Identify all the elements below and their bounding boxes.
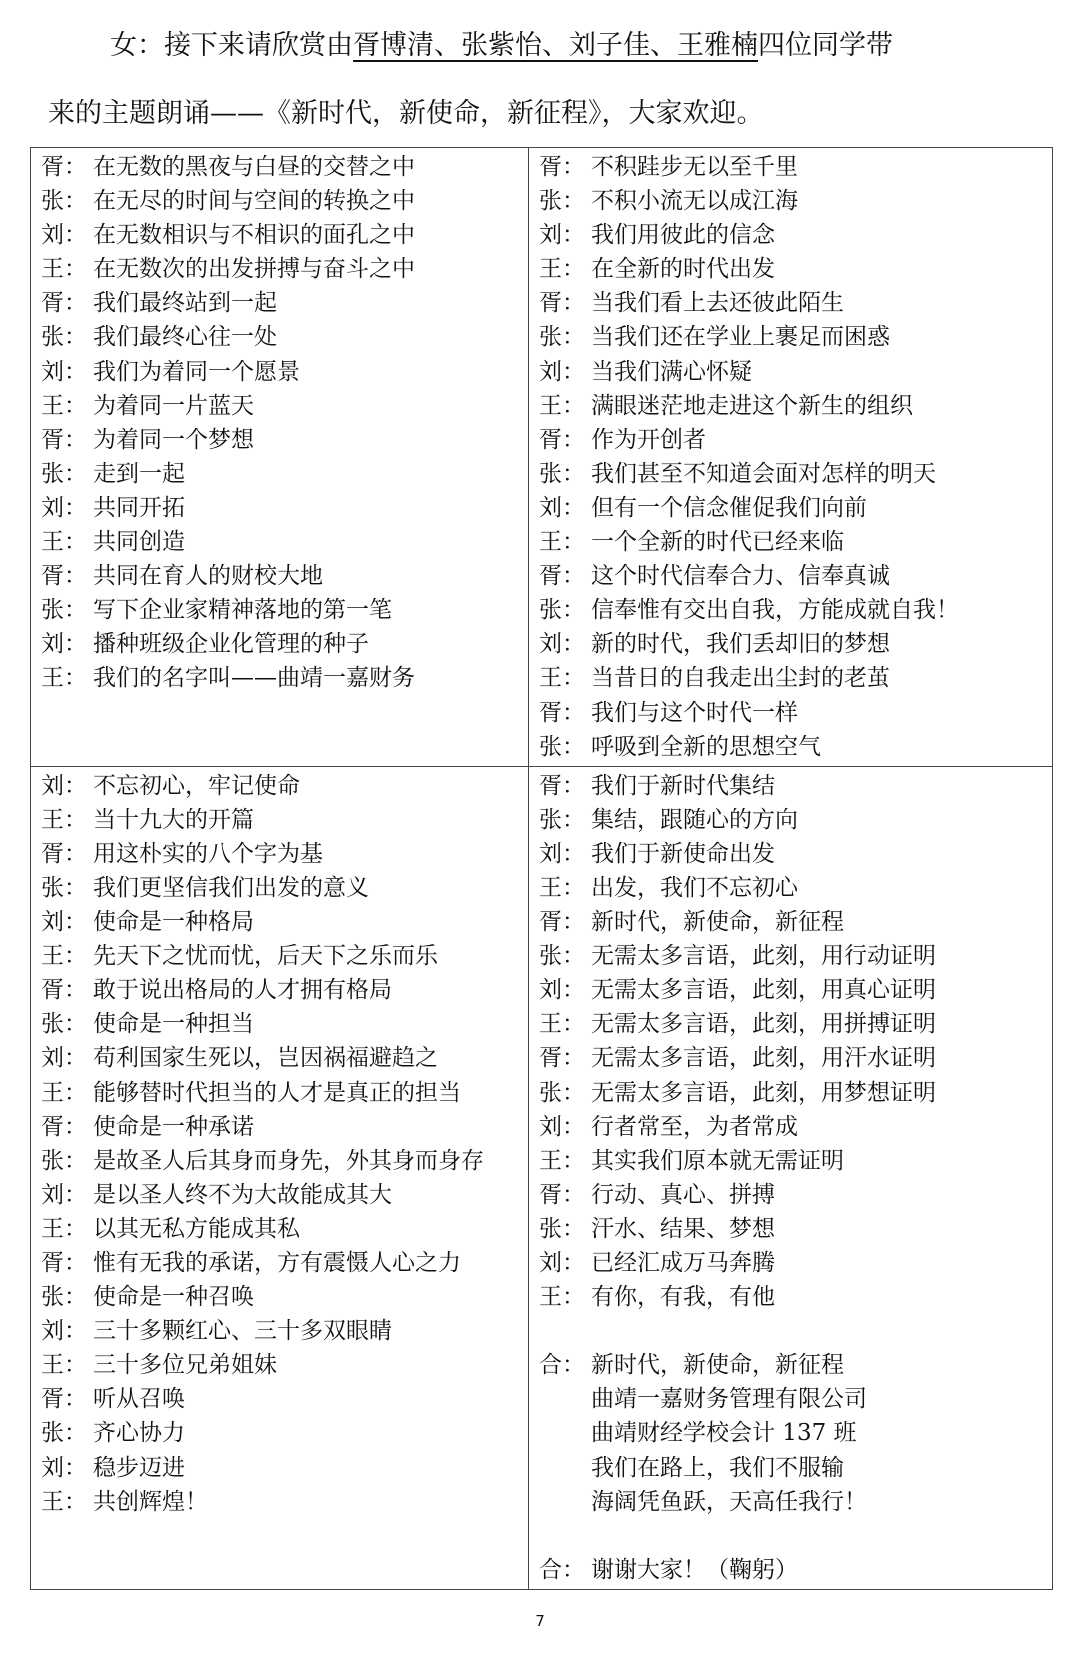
script-line bbox=[539, 973, 1052, 1007]
line-text: 在无数的黑夜与白昼的交替之中 bbox=[93, 154, 415, 180]
speaker-label: 胥： bbox=[539, 699, 585, 726]
speaker-label: 刘： bbox=[41, 909, 87, 936]
script-line bbox=[41, 218, 528, 252]
line-text: 不忘初心，牢记使命 bbox=[93, 772, 300, 799]
line-text: 行者常至，为者常成 bbox=[591, 1113, 798, 1140]
speaker-label: 刘： bbox=[539, 631, 585, 658]
line-text: 有你，有我，有他 bbox=[591, 1284, 775, 1311]
speaker-label: 刘： bbox=[41, 222, 87, 249]
speaker-label: 胥： bbox=[539, 290, 585, 317]
script-line bbox=[539, 1007, 1052, 1041]
script-line bbox=[41, 1110, 528, 1144]
line-text: 满眼迷茫地走进这个新生的组织 bbox=[591, 392, 913, 419]
script-line bbox=[539, 184, 1052, 218]
script-line bbox=[41, 661, 528, 695]
line-text: 是以圣人终不为大故能成其大 bbox=[93, 1181, 392, 1208]
speaker-label: 胥： bbox=[41, 1250, 87, 1276]
script-line bbox=[41, 593, 528, 627]
line-text: 我们于新使命出发 bbox=[591, 840, 775, 867]
speaker-label: 张： bbox=[41, 324, 87, 351]
speaker-label: 刘： bbox=[41, 1454, 87, 1481]
line-text: 我们与这个时代一样 bbox=[591, 699, 798, 726]
line-text: 使命是一种担当 bbox=[93, 1011, 254, 1038]
speaker-label: 张： bbox=[539, 806, 585, 833]
speaker-label: 胥： bbox=[41, 426, 87, 453]
script-line bbox=[539, 1178, 1052, 1212]
script-line bbox=[539, 150, 1052, 184]
script-line bbox=[41, 803, 528, 837]
script-line bbox=[41, 1076, 528, 1110]
speaker-label: 刘： bbox=[539, 222, 585, 249]
line-text: 集结，跟随心的方向 bbox=[591, 806, 798, 833]
line-text: 三十多位兄弟姐妹 bbox=[93, 1352, 277, 1379]
script-line bbox=[539, 1041, 1052, 1075]
speaker-label: 胥： bbox=[41, 154, 87, 180]
speaker-label: 胥： bbox=[539, 426, 585, 453]
script-line bbox=[539, 491, 1052, 525]
speaker-label: 张： bbox=[41, 1147, 87, 1174]
speaker-label: 张： bbox=[539, 943, 585, 970]
script-line bbox=[539, 627, 1052, 661]
script-line bbox=[41, 252, 528, 286]
speaker-label: 刘： bbox=[539, 1113, 585, 1140]
speaker-label: 王： bbox=[41, 806, 87, 833]
script-line bbox=[41, 1416, 528, 1450]
speaker-label: 王： bbox=[41, 665, 87, 692]
intro-prefix: 女：接下来请欣赏由 bbox=[110, 30, 353, 61]
speaker-label: 王： bbox=[41, 943, 87, 970]
line-text: 在无数次的出发拼搏与奋斗之中 bbox=[93, 256, 415, 283]
table-row-bottom bbox=[31, 766, 1053, 1589]
line-text: 当我们看上去还彼此陌生 bbox=[591, 290, 844, 317]
line-text: 行动、真心、拼搏 bbox=[591, 1181, 775, 1208]
speaker-label: 刘： bbox=[41, 1318, 87, 1345]
line-text: 先天下之忧而忧，后天下之乐而乐 bbox=[93, 943, 438, 970]
intro-line-2: 来的主题朗诵——《新时代，新使命，新征程》，大家欢迎。 bbox=[48, 98, 764, 129]
speaker-label: 张： bbox=[539, 1215, 585, 1242]
script-line bbox=[539, 286, 1052, 320]
line-text: 我们为着同一个愿景 bbox=[93, 358, 300, 385]
speaker-label: 胥： bbox=[539, 909, 585, 936]
line-text: 以其无私方能成其私 bbox=[93, 1215, 300, 1242]
script-table bbox=[30, 147, 1053, 1590]
speaker-label: 张： bbox=[539, 733, 585, 760]
line-text: 惟有无我的承诺，方有震慑人心之力 bbox=[93, 1250, 461, 1276]
script-line bbox=[539, 1451, 1052, 1485]
line-text: 当我们满心怀疑 bbox=[591, 358, 752, 385]
line-text: 不积小流无以成江海 bbox=[591, 188, 798, 215]
speaker-label: 王： bbox=[539, 1011, 585, 1038]
line-text: 当十九大的开篇 bbox=[93, 806, 254, 833]
speaker-label: 刘： bbox=[41, 1181, 87, 1208]
script-line bbox=[41, 1382, 528, 1416]
speaker-label: 张： bbox=[539, 188, 585, 215]
speaker-label: 胥： bbox=[539, 1045, 585, 1072]
script-line bbox=[41, 491, 528, 525]
speaker-label: 王： bbox=[539, 256, 585, 283]
speaker-label: 刘： bbox=[41, 1045, 87, 1072]
line-text: 新的时代，我们丢却旧的梦想 bbox=[591, 631, 890, 658]
script-line bbox=[41, 939, 528, 973]
line-text: 当昔日的自我走出尘封的老茧 bbox=[591, 665, 890, 692]
script-line bbox=[41, 150, 528, 184]
line-text: 汗水、结果、梦想 bbox=[591, 1215, 775, 1242]
line-text: 无需太多言语，此刻，用真心证明 bbox=[591, 977, 936, 1004]
line-text: 新时代，新使命，新征程 bbox=[591, 1352, 844, 1379]
speaker-label: 王： bbox=[539, 529, 585, 556]
speaker-label: 张： bbox=[41, 597, 87, 624]
script-line bbox=[41, 769, 528, 803]
speaker-label: 王： bbox=[41, 1215, 87, 1242]
script-line bbox=[41, 355, 528, 389]
script-line bbox=[539, 525, 1052, 559]
line-text: 写下企业家精神落地的第一笔 bbox=[93, 597, 392, 624]
speaker-label: 张： bbox=[41, 188, 87, 215]
line-text: 敢于说出格局的人才拥有格局 bbox=[93, 977, 392, 1004]
script-line bbox=[539, 1110, 1052, 1144]
script-line bbox=[41, 525, 528, 559]
script-line bbox=[539, 696, 1052, 730]
script-line bbox=[539, 1519, 1052, 1553]
speaker-label: 胥： bbox=[539, 1181, 585, 1208]
script-line bbox=[539, 355, 1052, 389]
speaker-label: 王： bbox=[539, 874, 585, 901]
line-text: 我们在路上，我们不服输 bbox=[591, 1454, 844, 1481]
speaker-label: 张： bbox=[41, 1420, 87, 1447]
line-text: 我们最终心往一处 bbox=[93, 324, 277, 351]
script-line bbox=[539, 1553, 1052, 1587]
line-text: 在全新的时代出发 bbox=[591, 256, 775, 283]
line-text: 无需太多言语，此刻，用汗水证明 bbox=[591, 1045, 936, 1072]
script-line bbox=[41, 423, 528, 457]
line-text: 听从召唤 bbox=[93, 1386, 185, 1413]
line-text: 当我们还在学业上裹足而困惑 bbox=[591, 324, 890, 351]
script-line bbox=[41, 1041, 528, 1075]
speaker-label: 张： bbox=[41, 1284, 87, 1311]
script-line bbox=[539, 389, 1052, 423]
speaker-label: 合： bbox=[539, 1352, 585, 1379]
speaker-label: 胥： bbox=[539, 154, 585, 180]
script-line bbox=[41, 1178, 528, 1212]
speaker-label: 刘： bbox=[539, 1250, 585, 1276]
script-line bbox=[539, 939, 1052, 973]
line-text: 海阔凭鱼跃，天高任我行！ bbox=[591, 1488, 867, 1515]
speaker-label: 刘： bbox=[539, 358, 585, 385]
line-text: 我们的名字叫——曲靖一嘉财务 bbox=[93, 665, 415, 692]
speaker-label: 刘： bbox=[41, 494, 87, 521]
line-text: 无需太多言语，此刻，用拼搏证明 bbox=[591, 1011, 936, 1038]
speaker-label: 胥： bbox=[539, 563, 585, 590]
speaker-label: 胥： bbox=[41, 1386, 87, 1413]
line-text: 共同开拓 bbox=[93, 494, 185, 521]
line-text: 使命是一种承诺 bbox=[93, 1113, 254, 1140]
script-line bbox=[539, 769, 1052, 803]
line-text: 齐心协力 bbox=[93, 1420, 185, 1447]
script-line bbox=[539, 837, 1052, 871]
line-text: 使命是一种格局 bbox=[93, 909, 254, 936]
intro-line-1 bbox=[110, 30, 1080, 62]
script-line bbox=[539, 661, 1052, 695]
speaker-label: 王： bbox=[41, 1352, 87, 1379]
line-text: 新时代，新使命，新征程 bbox=[591, 909, 844, 936]
script-line bbox=[539, 559, 1052, 593]
line-text: 我们于新时代集结 bbox=[591, 772, 775, 799]
line-text: 稳步迈进 bbox=[93, 1454, 185, 1481]
line-text: 谢谢大家！（鞠躬） bbox=[591, 1556, 798, 1583]
speaker-label: 胥： bbox=[41, 840, 87, 867]
script-line bbox=[41, 1280, 528, 1314]
speaker-label: 胥： bbox=[539, 772, 585, 799]
line-text: 为着同一片蓝天 bbox=[93, 392, 254, 419]
speaker-label: 胥： bbox=[41, 290, 87, 317]
page-number: 7 bbox=[535, 1612, 545, 1630]
line-text: 我们最终站到一起 bbox=[93, 290, 277, 317]
script-line bbox=[41, 457, 528, 491]
line-text: 无需太多言语，此刻，用行动证明 bbox=[591, 943, 936, 970]
speaker-label: 张： bbox=[41, 460, 87, 487]
line-text: 其实我们原本就无需证明 bbox=[591, 1147, 844, 1174]
speaker-label: 刘： bbox=[539, 840, 585, 867]
script-line bbox=[41, 837, 528, 871]
script-line bbox=[41, 1348, 528, 1382]
line-text: 无需太多言语，此刻，用梦想证明 bbox=[591, 1079, 936, 1106]
script-line bbox=[539, 593, 1052, 627]
speaker-label: 合： bbox=[539, 1556, 585, 1583]
script-line bbox=[539, 1382, 1052, 1416]
script-line bbox=[539, 320, 1052, 354]
speaker-label: 胥： bbox=[41, 977, 87, 1004]
line-text: 一个全新的时代已经来临 bbox=[591, 529, 844, 556]
script-line bbox=[539, 1485, 1052, 1519]
script-line bbox=[539, 252, 1052, 286]
cell-bottom-right bbox=[529, 766, 1053, 1589]
script-line bbox=[41, 1246, 528, 1280]
line-text: 我们更坚信我们出发的意义 bbox=[93, 874, 369, 901]
line-text: 呼吸到全新的思想空气 bbox=[591, 733, 821, 760]
script-line bbox=[539, 905, 1052, 939]
script-line bbox=[41, 286, 528, 320]
speaker-label: 刘： bbox=[41, 358, 87, 385]
script-line bbox=[41, 320, 528, 354]
speaker-label: 张： bbox=[41, 874, 87, 901]
line-text: 我们甚至不知道会面对怎样的明天 bbox=[591, 460, 936, 487]
script-line bbox=[41, 559, 528, 593]
script-line bbox=[539, 1076, 1052, 1110]
line-text: 是故圣人后其身而身先，外其身而身存 bbox=[93, 1147, 484, 1174]
speaker-label: 刘： bbox=[539, 494, 585, 521]
script-line bbox=[539, 423, 1052, 457]
script-line bbox=[539, 1348, 1052, 1382]
script-line bbox=[41, 973, 528, 1007]
script-line bbox=[41, 389, 528, 423]
speaker-label: 王： bbox=[539, 392, 585, 419]
speaker-label: 王： bbox=[41, 256, 87, 283]
script-line bbox=[41, 1007, 528, 1041]
script-line bbox=[539, 1212, 1052, 1246]
script-line bbox=[539, 803, 1052, 837]
speaker-label: 王： bbox=[539, 1147, 585, 1174]
speaker-label: 张： bbox=[41, 1011, 87, 1038]
script-line bbox=[539, 1416, 1052, 1450]
line-text: 我们用彼此的信念 bbox=[591, 222, 775, 249]
speaker-label: 刘： bbox=[539, 977, 585, 1004]
script-line bbox=[41, 871, 528, 905]
speaker-label: 王： bbox=[41, 1079, 87, 1106]
script-line bbox=[41, 1314, 528, 1348]
speaker-label: 张： bbox=[539, 1079, 585, 1106]
script-line bbox=[539, 218, 1052, 252]
speaker-label: 胥： bbox=[41, 563, 87, 590]
cell-bottom-left bbox=[31, 766, 529, 1589]
speaker-label: 刘： bbox=[41, 772, 87, 799]
script-line bbox=[41, 627, 528, 661]
line-text: 这个时代信奉合力、信奉真诚 bbox=[591, 563, 890, 590]
line-text: 出发，我们不忘初心 bbox=[591, 874, 798, 901]
speaker-label: 王： bbox=[41, 392, 87, 419]
script-line bbox=[41, 905, 528, 939]
speaker-label: 张： bbox=[539, 460, 585, 487]
speaker-label: 王： bbox=[539, 665, 585, 692]
script-line bbox=[539, 871, 1052, 905]
line-text: 信奉惟有交出自我，方能成就自我！ bbox=[591, 597, 959, 624]
line-text: 曲靖财经学校会计 137 班 bbox=[591, 1420, 857, 1447]
line-text: 能够替时代担当的人才是真正的担当 bbox=[93, 1079, 461, 1106]
line-text: 在无数相识与不相识的面孔之中 bbox=[93, 222, 415, 249]
script-line bbox=[539, 730, 1052, 764]
line-text: 用这朴实的八个字为基 bbox=[93, 840, 323, 867]
script-line bbox=[41, 184, 528, 218]
speaker-label: 王： bbox=[539, 1284, 585, 1311]
script-line bbox=[41, 1485, 528, 1519]
speaker-label: 胥： bbox=[41, 1113, 87, 1140]
script-line bbox=[539, 457, 1052, 491]
line-text: 走到一起 bbox=[93, 460, 185, 487]
line-text: 共同创造 bbox=[93, 529, 185, 556]
script-line bbox=[41, 1451, 528, 1485]
line-text: 播种班级企业化管理的种子 bbox=[93, 631, 369, 658]
line-text: 苟利国家生死以，岂因祸福避趋之 bbox=[93, 1045, 438, 1072]
line-text: 已经汇成万马奔腾 bbox=[591, 1250, 775, 1276]
line-text: 在无尽的时间与空间的转换之中 bbox=[93, 188, 415, 215]
speaker-label: 张： bbox=[539, 597, 585, 624]
line-text: 为着同一个梦想 bbox=[93, 426, 254, 453]
script-line bbox=[539, 1314, 1052, 1348]
line-text: 共创辉煌！ bbox=[93, 1488, 208, 1515]
script-line bbox=[539, 1280, 1052, 1314]
cell-top-left bbox=[31, 148, 529, 767]
line-text: 但有一个信念催促我们向前 bbox=[591, 494, 867, 521]
script-line bbox=[539, 1144, 1052, 1178]
speaker-label: 王： bbox=[41, 529, 87, 556]
speaker-label: 王： bbox=[41, 1488, 87, 1515]
line-text: 三十多颗红心、三十多双眼睛 bbox=[93, 1318, 392, 1345]
line-text: 使命是一种召唤 bbox=[93, 1284, 254, 1311]
line-text: 共同在育人的财校大地 bbox=[93, 563, 323, 590]
performer-names: 胥博清、张紫怡、刘子佳、王雅楠 bbox=[353, 30, 758, 61]
speaker-label: 刘： bbox=[41, 631, 87, 658]
script-line bbox=[41, 1212, 528, 1246]
cell-top-right bbox=[529, 148, 1053, 767]
line-text: 不积跬步无以至千里 bbox=[591, 154, 798, 180]
table-row-top bbox=[31, 148, 1053, 767]
speaker-label: 张： bbox=[539, 324, 585, 351]
line-text: 曲靖一嘉财务管理有限公司 bbox=[591, 1386, 867, 1413]
line-text: 作为开创者 bbox=[591, 426, 706, 453]
script-line bbox=[41, 1144, 528, 1178]
intro-suffix: 四位同学带 bbox=[758, 30, 893, 61]
script-line bbox=[539, 1246, 1052, 1280]
